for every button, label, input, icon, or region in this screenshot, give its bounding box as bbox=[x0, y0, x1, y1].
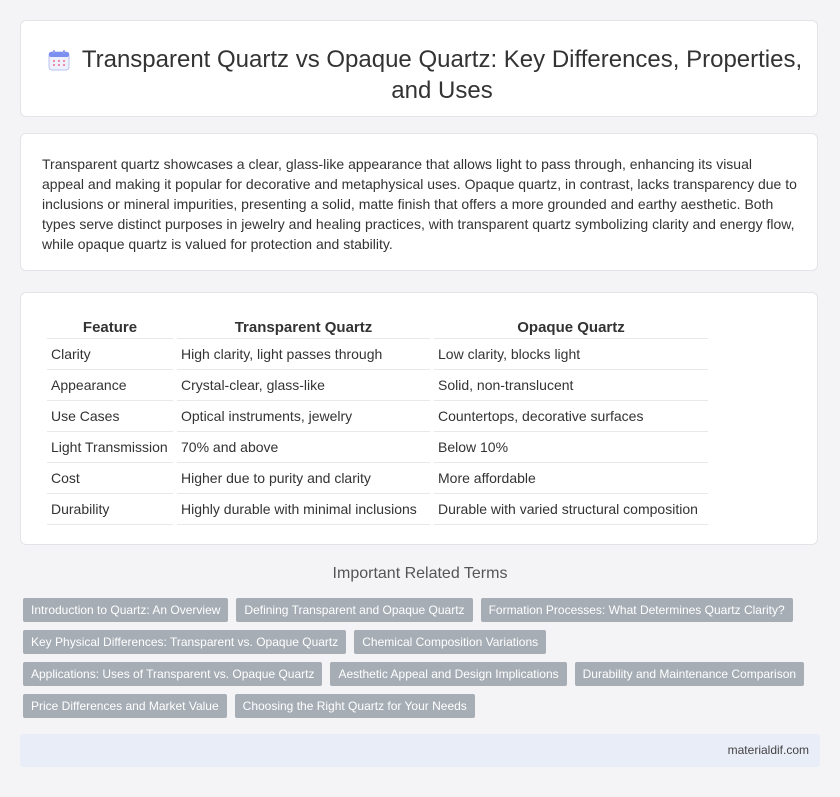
header-transparent: Transparent Quartz bbox=[177, 316, 430, 339]
related-tag[interactable]: Key Physical Differences: Transparent vs. Opaque Quartz bbox=[23, 630, 346, 654]
table-header-row bbox=[47, 316, 708, 339]
related-terms-title: Important Related Terms bbox=[332, 565, 508, 582]
intro-card bbox=[20, 133, 818, 271]
related-tag[interactable]: Choosing the Right Quartz for Your Needs bbox=[235, 694, 475, 718]
related-tag[interactable]: Defining Transparent and Opaque Quartz bbox=[236, 598, 472, 622]
cell-transparent: Highly durable with minimal inclusions bbox=[177, 494, 430, 525]
related-tag[interactable]: Formation Processes: What Determines Quartz Clarity? bbox=[481, 598, 793, 622]
table-row bbox=[47, 463, 708, 494]
cell-transparent: Higher due to purity and clarity bbox=[177, 463, 430, 494]
related-tag[interactable]: Chemical Composition Variations bbox=[354, 630, 546, 654]
cell-opaque: Solid, non-translucent bbox=[434, 370, 708, 401]
footer bbox=[20, 734, 820, 767]
cell-feature: Light Transmission bbox=[47, 432, 173, 463]
intro-paragraph: Transparent quartz showcases a clear, glass-like appearance that allows light to pass through, enhancing its visual appeal and making it popular for decorative and metaphysical uses. Opaque quartz, in contrast, lacks transparency due to inclusions or mineral impurities, presenting a solid, matte finish that offers a more grounded and earthy aesthetic. Both types serve distinct purposes in jewelry and healing practices, with transparent quartz symbolizing clarity and energy flow, while opaque quartz is valued for protection and stability. bbox=[42, 156, 797, 252]
cell-transparent: 70% and above bbox=[177, 432, 430, 463]
tag-row bbox=[23, 598, 793, 622]
header-opaque: Opaque Quartz bbox=[434, 316, 708, 339]
related-tag[interactable]: Introduction to Quartz: An Overview bbox=[23, 598, 228, 622]
header-feature: Feature bbox=[47, 316, 173, 339]
table-row bbox=[47, 370, 708, 401]
related-tag[interactable]: Durability and Maintenance Comparison bbox=[575, 662, 804, 686]
cell-feature: Cost bbox=[47, 463, 173, 494]
related-tag[interactable]: Applications: Uses of Transparent vs. Opaque Quartz bbox=[23, 662, 322, 686]
table-row bbox=[47, 401, 708, 432]
comparison-card bbox=[20, 292, 818, 545]
page-title: Transparent Quartz vs Opaque Quartz: Key Differences, Properties, and Uses bbox=[81, 46, 803, 104]
tag-row bbox=[23, 630, 546, 654]
header-card bbox=[20, 20, 818, 117]
cell-transparent: High clarity, light passes through bbox=[177, 339, 430, 370]
related-tag[interactable]: Price Differences and Market Value bbox=[23, 694, 227, 718]
cell-opaque: More affordable bbox=[434, 463, 708, 494]
footer-site-link[interactable]: materialdif.com bbox=[727, 743, 809, 757]
calendar-icon bbox=[48, 49, 70, 71]
table-row bbox=[47, 494, 708, 525]
cell-opaque: Countertops, decorative surfaces bbox=[434, 401, 708, 432]
cell-opaque: Low clarity, blocks light bbox=[434, 339, 708, 370]
cell-opaque: Below 10% bbox=[434, 432, 708, 463]
comparison-table bbox=[43, 316, 712, 525]
table-row bbox=[47, 339, 708, 370]
cell-opaque: Durable with varied structural composition bbox=[434, 494, 708, 525]
tag-row bbox=[23, 694, 475, 718]
cell-feature: Use Cases bbox=[47, 401, 173, 432]
cell-transparent: Crystal-clear, glass-like bbox=[177, 370, 430, 401]
table-row bbox=[47, 432, 708, 463]
related-tag[interactable]: Aesthetic Appeal and Design Implications bbox=[330, 662, 566, 686]
cell-feature: Clarity bbox=[47, 339, 173, 370]
cell-feature: Appearance bbox=[47, 370, 173, 401]
tag-row bbox=[23, 662, 804, 686]
cell-transparent: Optical instruments, jewelry bbox=[177, 401, 430, 432]
cell-feature: Durability bbox=[47, 494, 173, 525]
